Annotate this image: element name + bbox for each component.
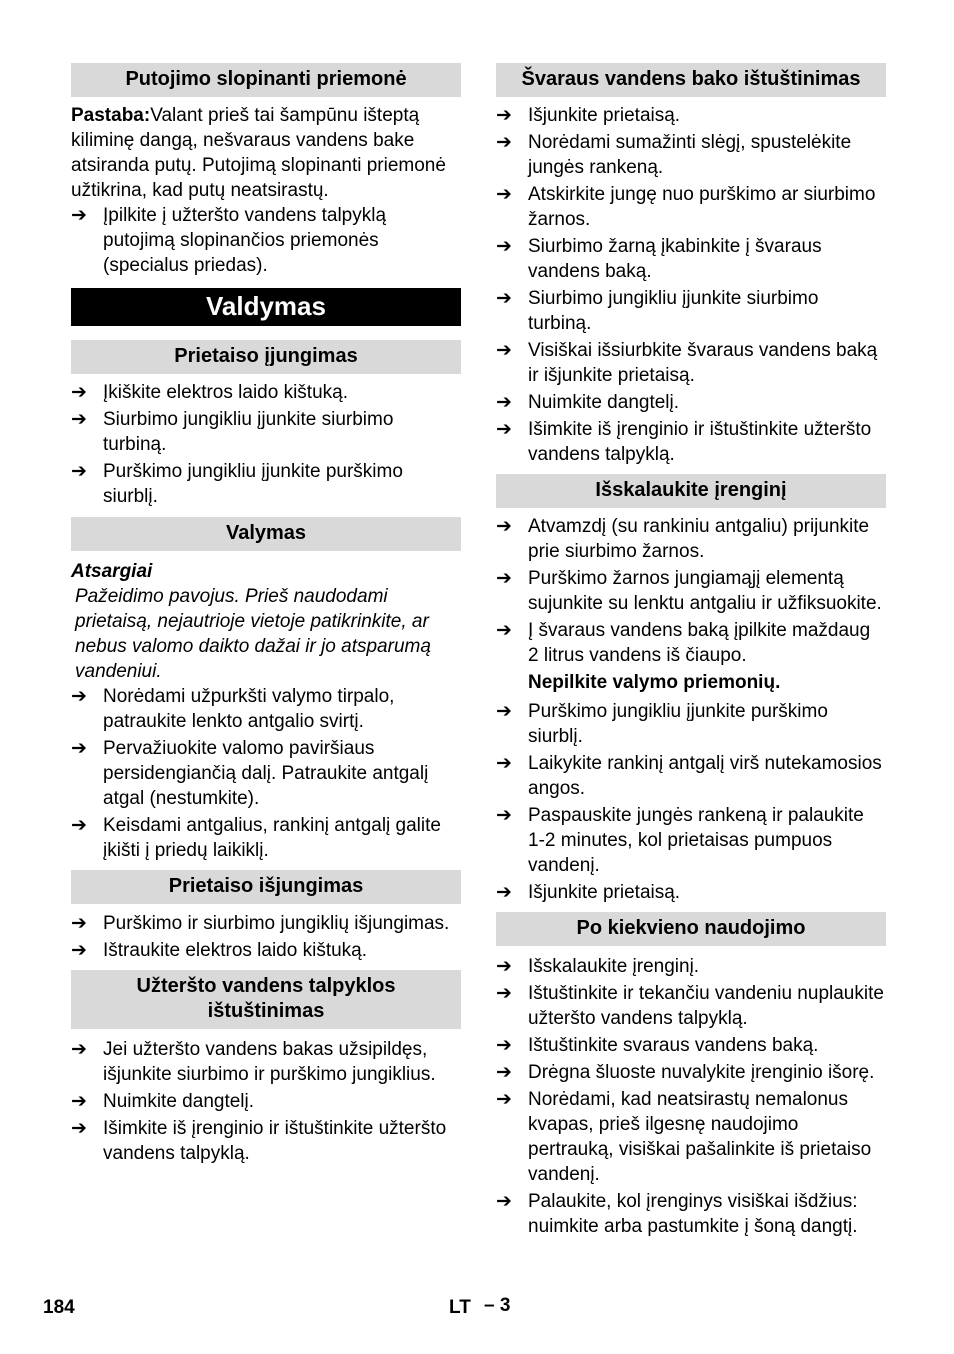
list-item [496, 566, 886, 616]
section-heading-power-off: Prietaiso išjungimas [71, 870, 461, 904]
list-item [71, 1089, 461, 1114]
list-item [496, 234, 886, 284]
list-item [496, 103, 886, 128]
note-paragraph [71, 103, 461, 203]
list-item [496, 1060, 886, 1085]
arrow-right-icon: ➔ [71, 913, 87, 934]
arrow-right-icon: ➔ [71, 738, 87, 759]
arrow-right-icon: ➔ [71, 1039, 87, 1060]
list-item [496, 1087, 886, 1187]
list-item [496, 417, 886, 467]
cleaning-list [71, 684, 461, 863]
list-item [496, 803, 886, 878]
arrow-right-icon: ➔ [71, 205, 87, 226]
list-item-text: Siurbimo žarną įkabinkite į švaraus vandens baką. [528, 236, 822, 282]
list-item [496, 514, 886, 564]
left-column [71, 63, 461, 1168]
list-item [496, 981, 886, 1031]
section-heading-after-use: Po kiekvieno naudojimo [496, 912, 886, 946]
list-item [496, 1189, 886, 1239]
arrow-right-icon: ➔ [496, 805, 512, 826]
dirty-tank-list [71, 1037, 461, 1166]
list-item [71, 813, 461, 863]
list-item [71, 380, 461, 405]
arrow-right-icon: ➔ [496, 620, 512, 641]
list-item-text: Purškimo jungikliu įjunkite purškimo siurblį. [103, 461, 403, 507]
arrow-right-icon: ➔ [71, 1118, 87, 1139]
caution-label: Atsargiai [71, 561, 153, 582]
list-item-text: Išjunkite prietaisą. [528, 882, 681, 903]
list-item-text: Drėgna šluoste nuvalykite įrenginio išorę. [528, 1062, 875, 1083]
list-item-text: Į švaraus vandens baką įpilkite maždaug 2 litrus vandens iš čiaupo. [528, 620, 871, 666]
section-heading-foam: Putojimo slopinanti priemonė [71, 63, 461, 97]
section-heading-clean-tank: Švaraus vandens bako ištuštinimas [496, 63, 886, 97]
list-item-text: Norėdami sumažinti slėgį, spustelėkite jungės rankeną. [528, 132, 852, 178]
arrow-right-icon: ➔ [71, 940, 87, 961]
chapter-title-valdymas: Valdymas [71, 288, 461, 326]
list-item-text: Atvamzdį (su rankiniu antgaliu) prijunkite prie siurbimo žarnos. [528, 516, 870, 562]
arrow-right-icon: ➔ [496, 568, 512, 589]
list-item-text: Išskalaukite įrenginį. [528, 956, 700, 977]
list-item-text: Nuimkite dangtelį. [103, 1091, 255, 1112]
list-item-text: Išjunkite prietaisą. [528, 105, 681, 126]
arrow-right-icon: ➔ [496, 701, 512, 722]
list-item-text: Purškimo žarnos jungiamąjį elementą sujunkite su lenktu antgaliu ir užfiksuokite. [528, 568, 882, 614]
caution-text: Pažeidimo pavojus. Prieš naudodami prietaisą, nejautrioje vietoje patikrinkite, ar nebus valomo daikto dažai ir jo atsparumą vandeniui. [75, 586, 431, 682]
list-item [71, 407, 461, 457]
list-item-text: Siurbimo jungikliu įjunkite siurbimo turbiną. [528, 288, 819, 334]
list-item-text: Atskirkite jungę nuo purškimo ar siurbimo žarnos. [528, 184, 876, 230]
arrow-right-icon: ➔ [71, 815, 87, 836]
arrow-right-icon: ➔ [496, 236, 512, 257]
list-item-text: Įpilkite į užteršto vandens talpyklą putojimą slopinančios priemonės (specialus priedas). [103, 205, 387, 276]
arrow-right-icon: ➔ [496, 1035, 512, 1056]
list-item-text: Siurbimo jungikliu įjunkite siurbimo turbiną. [103, 409, 394, 455]
section-heading-dirty-tank: Užteršto vandens talpyklos ištuštinimas [71, 970, 461, 1029]
note-label: Pastaba: [71, 105, 151, 126]
list-item-text: Visiškai išsiurbkite švaraus vandens baką ir išjunkite prietaisą. [528, 340, 878, 386]
section-heading-power-on: Prietaiso įjungimas [71, 340, 461, 374]
list-item-text: Pervažiuokite valomo paviršiaus persidengiančią dalį. Patraukite antgalį atgal (nestumkite). [103, 738, 429, 809]
arrow-right-icon: ➔ [496, 516, 512, 537]
arrow-right-icon: ➔ [71, 409, 87, 430]
list-item [496, 286, 886, 336]
foam-list [71, 203, 461, 278]
arrow-right-icon: ➔ [496, 753, 512, 774]
list-item [71, 203, 461, 278]
arrow-right-icon: ➔ [496, 1191, 512, 1212]
list-item [496, 338, 886, 388]
arrow-right-icon: ➔ [496, 132, 512, 153]
rinse-bold-note: Nepilkite valymo priemonių. [528, 672, 781, 693]
note-text: Valant prieš tai šampūnu išteptą kiliminę dangą, nešvaraus vandens bake atsiranda putų. Putojimą slopinanti priemonė užtikrina, kad putų neatsirastų. [71, 105, 446, 201]
list-item-text: Norėdami, kad neatsirastų nemalonus kvapas, prieš ilgesnę naudojimo pertrauką, visiškai pašalinkite iš prietaiso vandenį. [528, 1089, 872, 1185]
list-item [71, 1037, 461, 1087]
arrow-right-icon: ➔ [71, 686, 87, 707]
list-item [71, 459, 461, 509]
arrow-right-icon: ➔ [71, 1091, 87, 1112]
list-item-text: Paspauskite jungės rankeną ir palaukite 1-2 minutes, kol prietaisas pumpuos vandenį. [528, 805, 864, 876]
list-item-text: Norėdami užpurkšti valymo tirpalo, patraukite lenkto antgalio svirtį. [103, 686, 395, 732]
list-item [496, 699, 886, 749]
page-number: 184 [43, 1297, 75, 1318]
arrow-right-icon: ➔ [496, 288, 512, 309]
arrow-right-icon: ➔ [496, 882, 512, 903]
rinse-list-a [496, 514, 886, 668]
list-item-text: Įkiškite elektros laido kištuką. [103, 382, 348, 403]
arrow-right-icon: ➔ [496, 983, 512, 1004]
power-off-list [71, 911, 461, 963]
arrow-right-icon: ➔ [496, 340, 512, 361]
right-column [496, 63, 886, 1241]
arrow-right-icon: ➔ [496, 105, 512, 126]
list-item-text: Ištuštinkite ir tekančiu vandeniu nuplaukite užteršto vandens talpyklą. [528, 983, 884, 1029]
list-item-text: Purškimo jungikliu įjunkite purškimo siurblį. [528, 701, 828, 747]
list-item [71, 911, 461, 936]
arrow-right-icon: ➔ [496, 956, 512, 977]
language-code: LT [449, 1297, 471, 1318]
after-use-list [496, 954, 886, 1239]
list-item [71, 1116, 461, 1166]
arrow-right-icon: ➔ [496, 1062, 512, 1083]
list-item [496, 130, 886, 180]
list-item-text: Jei užteršto vandens bakas užsipildęs, išjunkite siurbimo ir purškimo jungiklius. [103, 1039, 436, 1085]
list-item [496, 954, 886, 979]
list-item-text: Išimkite iš įrenginio ir ištuštinkite užteršto vandens talpyklą. [528, 419, 872, 465]
arrow-right-icon: ➔ [496, 392, 512, 413]
rinse-list-b [496, 699, 886, 905]
arrow-right-icon: ➔ [71, 461, 87, 482]
list-item-text: Ištraukite elektros laido kištuką. [103, 940, 368, 961]
list-item [496, 880, 886, 905]
list-item [71, 684, 461, 734]
list-item [496, 390, 886, 415]
list-item [496, 182, 886, 232]
list-item [496, 618, 886, 668]
power-on-list [71, 380, 461, 509]
arrow-right-icon: ➔ [496, 1089, 512, 1110]
arrow-right-icon: ➔ [496, 184, 512, 205]
list-item-text: Keisdami antgalius, rankinį antgalį galite įkišti į priedų laikiklį. [103, 815, 441, 861]
arrow-right-icon: ➔ [71, 382, 87, 403]
list-item-text: Nuimkite dangtelį. [528, 392, 680, 413]
list-item [71, 736, 461, 811]
list-item-text: Purškimo ir siurbimo jungiklių išjungimas. [103, 913, 450, 934]
list-item-text: Išimkite iš įrenginio ir ištuštinkite užteršto vandens talpyklą. [103, 1118, 447, 1164]
list-item [496, 1033, 886, 1058]
clean-tank-list [496, 103, 886, 467]
section-heading-rinse: Išskalaukite įrenginį [496, 474, 886, 508]
list-item-text: Ištuštinkite svaraus vandens baką. [528, 1035, 819, 1056]
arrow-right-icon: ➔ [496, 419, 512, 440]
list-item-text: Palaukite, kol įrenginys visiškai išdžius: nuimkite arba pastumkite į šoną dangtį. [528, 1191, 858, 1237]
section-page: – 3 [484, 1295, 511, 1316]
list-item [496, 751, 886, 801]
list-item-text: Laikykite rankinį antgalį virš nutekamosios angos. [528, 753, 882, 799]
section-heading-cleaning: Valymas [71, 517, 461, 551]
list-item [71, 938, 461, 963]
